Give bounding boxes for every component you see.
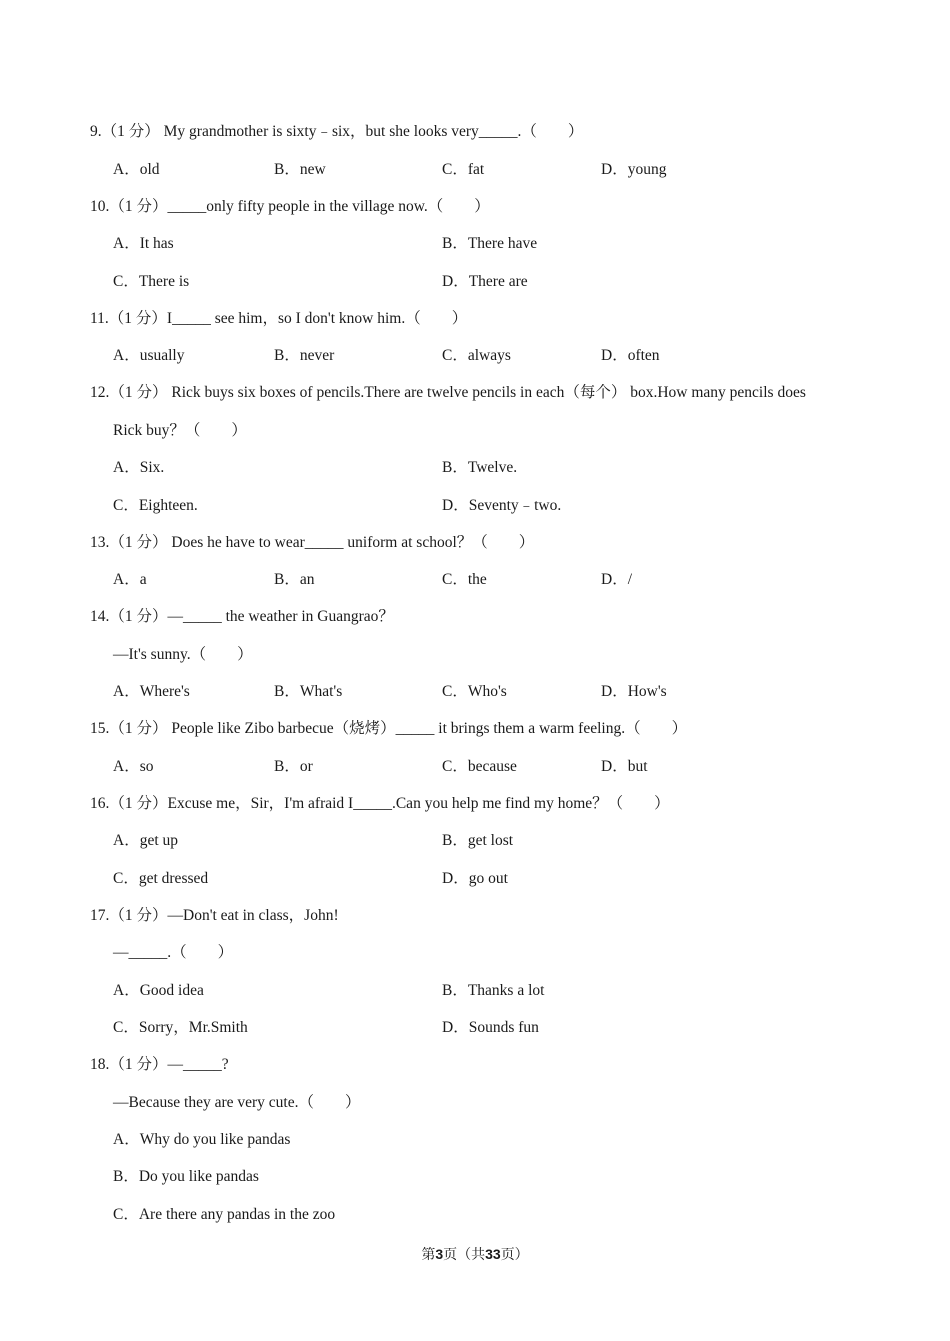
option-12b: B．Twelve.	[442, 459, 518, 476]
question-12-stem: 12.（1 分） Rick buys six boxes of pencils.There are twelve pencils in each（每个） box.How many pencils does	[90, 384, 806, 401]
option-18c: C．Are there any pandas in the zoo	[113, 1206, 336, 1223]
question-18-stem: 18.（1 分）—_____?	[90, 1056, 229, 1073]
question-12-stem-cont: Rick buy？（ ）	[113, 422, 247, 439]
footer-middle: 页（共	[443, 1248, 486, 1263]
option-18a: A．Why do you like pandas	[113, 1131, 291, 1148]
option-9b: B．new	[274, 161, 326, 178]
option-13b: B．an	[274, 571, 315, 588]
footer-page-number: 3	[435, 1246, 444, 1262]
option-15b: B．or	[274, 758, 313, 775]
option-14d: D．How's	[601, 683, 667, 700]
option-16d: D．go out	[442, 870, 508, 887]
option-9a: A．old	[113, 161, 160, 178]
option-16a: A．get up	[113, 832, 179, 849]
option-15a: A．so	[113, 758, 154, 775]
option-12c: C．Eighteen.	[113, 497, 198, 514]
option-11b: B．never	[274, 347, 335, 364]
footer-suffix: 页）	[500, 1248, 529, 1263]
option-15c: C．because	[442, 758, 517, 775]
option-12d: D．Seventy﹣two.	[442, 497, 562, 514]
option-12a: A．Six.	[113, 459, 165, 476]
option-11a: A．usually	[113, 347, 185, 364]
option-17d: D．Sounds fun	[442, 1019, 539, 1036]
option-17a: A．Good idea	[113, 982, 204, 999]
option-13c: C．the	[442, 571, 487, 588]
question-14-stem: 14.（1 分）—_____ the weather in Guangrao？	[90, 608, 394, 625]
option-10c: C．There is	[113, 273, 190, 290]
footer-total-pages: 33	[485, 1246, 501, 1262]
question-9-stem: 9.（1 分） My grandmother is sixty﹣six，but she looks very_____.（ ）	[90, 123, 584, 140]
option-14b: B．What's	[274, 683, 343, 700]
option-18b: B．Do you like pandas	[113, 1168, 259, 1185]
option-17b: B．Thanks a lot	[442, 982, 545, 999]
option-11c: C．always	[442, 347, 511, 364]
question-17-stem: 17.（1 分）—Don't eat in class，John!	[90, 907, 339, 924]
question-16-stem: 16.（1 分）Excuse me，Sir，I'm afraid I_____.Can you help me find my home？（ ）	[90, 795, 670, 812]
option-17c: C．Sorry，Mr.Smith	[113, 1019, 248, 1036]
question-13-stem: 13.（1 分） Does he have to wear_____ uniform at school？（ ）	[90, 534, 535, 551]
option-14c: C．Who's	[442, 683, 507, 700]
option-10b: B．There have	[442, 235, 538, 252]
question-10-stem: 10.（1 分）_____only fifty people in the village now.（ ）	[90, 198, 490, 215]
option-10d: D．There are	[442, 273, 528, 290]
question-17-reply: —_____.（ ）	[113, 944, 234, 961]
option-15d: D．but	[601, 758, 648, 775]
option-9d: D．young	[601, 161, 667, 178]
option-16b: B．get lost	[442, 832, 514, 849]
option-13d: D．/	[601, 571, 633, 588]
page-footer	[0, 1244, 950, 1264]
question-14-reply: —It's sunny.（ ）	[113, 646, 253, 663]
question-18-reply: —Because they are very cute.（ ）	[113, 1094, 361, 1111]
option-13a: A．a	[113, 571, 147, 588]
footer-prefix: 第	[421, 1248, 436, 1263]
question-15-stem: 15.（1 分） People like Zibo barbecue（烧烤）_____ it brings them a warm feeling.（ ）	[90, 720, 688, 737]
question-11-stem: 11.（1 分）I_____ see him，so I don't know him.（ ）	[90, 310, 468, 327]
option-9c: C．fat	[442, 161, 485, 178]
option-10a: A．It has	[113, 235, 174, 252]
option-14a: A．Where's	[113, 683, 190, 700]
option-16c: C．get dressed	[113, 870, 209, 887]
option-11d: D．often	[601, 347, 660, 364]
